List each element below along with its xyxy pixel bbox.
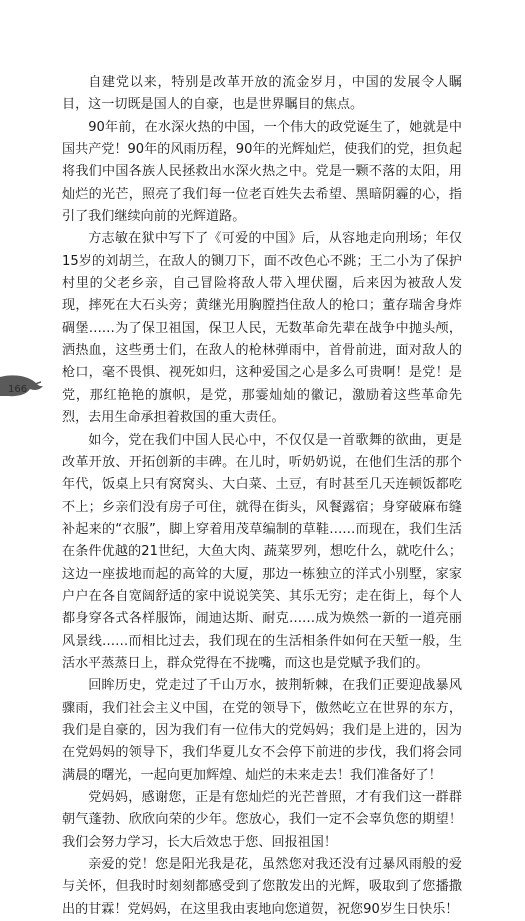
page-number: 166: [8, 384, 28, 395]
paragraph-2: 90年前，在水深火热的中国，一个伟大的政党诞生了，她就是中国共产党！90年的风雨历程，90年的光辉灿烂，使我们的党，担负起将我们中国各族人民拯救出水深火热之中。党是一颗不落的太阳，用灿烂的光芒，照亮了我们每一位老百姓失去希望、黑暗阴霾的心，指引了我们继续向前的光辉道路。: [62, 119, 462, 225]
paragraph-3: 方志敏在狱中写下了《可爱的中国》后，从容地走向刑场；年仅15岁的刘胡兰，在敌人的铡刀下，面不改色心不跳；王二小为了保护村里的父老乡亲，自己冒险将敌人带入埋伏圈，后来因为被敌人发现，摔死在大石头旁；黄继光用胸膛挡住敌人的枪口；董存瑞舍身炸碉堡……为了保卫祖国，保卫人民，无数革命先辈在战争中抛头颅，洒热血，这些勇士们，在敌人的枪林弹雨中，首骨前进，面对敌人的枪口，毫不畏惧、视死如归，这种爱国之心是多么可贵啊！是党！是党，那红艳艳的旗帜，是党，那霎灿灿的徽记，激励着这些革命先烈，去用生命承担着救国的重大责任。: [62, 231, 462, 426]
paragraph-5: 回眸历史，党走过了千山万水，披荆斩棘，在我们正要迎战暴风骤雨，我们社会主义中国，在党的领导下，傲然屹立在世界的东方，我们是自豪的，因为我们有一位伟大的党妈妈；我们是上进的，因为在党妈妈的领导下，我们华夏儿女不会停下前进的步伐，我们将会同满晨的曙光，一起向更加辉煌、灿烂的未来走去！我们准备好了！: [62, 678, 462, 783]
page-body: [62, 72, 462, 921]
paragraph-1: 自建党以来，特别是改革开放的流金岁月，中国的发展令人瞩目，这一切既是国人的自豪，也是世界瞩目的焦点。: [62, 75, 462, 113]
paragraph-7: 亲爱的党！您是阳光我是花，虽然您对我还没有过暴风雨般的爱与关怀，但我时时刻刻都感受到了您散发出的光辉，吸取到了您播撒出的甘霖！党妈妈，在这里我由衷地向您道贺，祝您90岁生日快乐！: [62, 857, 462, 917]
paragraph-4: 如今，党在我们中国人民心中，不仅仅是一首歌舞的欲曲，更是改革开放、开拓创新的丰碑。在儿时，听奶奶说，在他们生活的那个年代，饭桌上只有窝窝头、大白菜、土豆，有时甚至几天连顿饭都吃不上；乡亲们没有房子可住，就得在街头，风餐露宿；身穿破麻布缝补起来的“衣服”，脚上穿着用茂草编制的草鞋……而现在，我们生活在条件优越的21世纪，大鱼大肉、蔬菜罗列，想吃什么，就吃什么；这边一座拔地而起的高耸的大厦，那边一栋独立的洋式小别墅，家家户户在各自宽阔舒适的家中说说笑笑、其乐无穷；走在街上，每个人都身穿各式各样服饰，闹迪达斯、耐克……成为焕然一新的一道亮丽风景线……而相比过去，我们现在的生活相条件如何在天堑一般，生活水平蒸蒸日上，群众党得在不拢嘴，而这也是党赋予我们的。: [62, 432, 462, 671]
paragraph-6: 党妈妈，感谢您，正是有您灿烂的光芒普照，才有我们这一群群朝气蓬勃、欣欣向荣的少年。您放心，我们一定不会辜负您的期望！我们会努力学习，长大后效忠于您、回报祖国！: [62, 790, 462, 850]
